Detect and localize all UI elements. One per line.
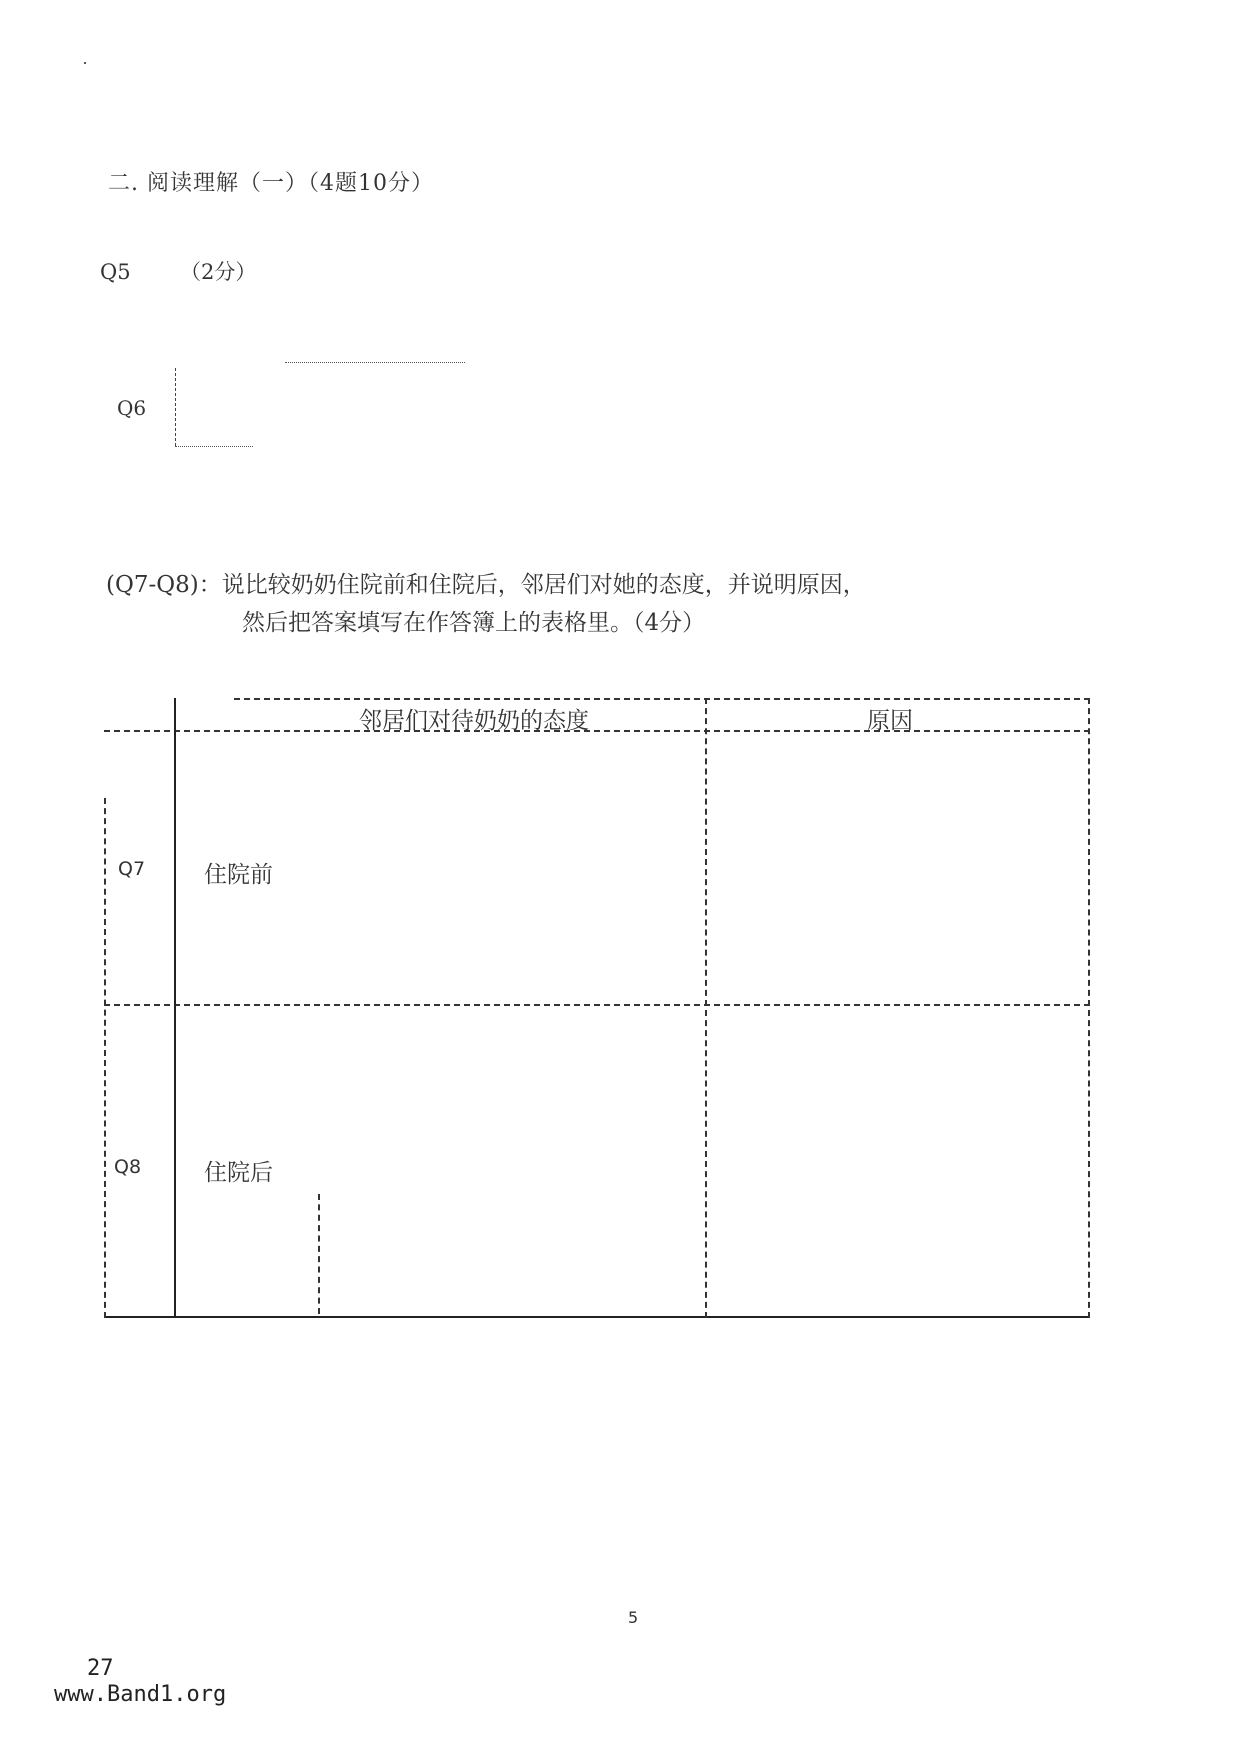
question-6-label: Q6 bbox=[117, 396, 147, 420]
header-reason: 原因 bbox=[867, 708, 913, 734]
table-row-divider bbox=[104, 1004, 1090, 1006]
instruction-q7-q8 bbox=[106, 566, 866, 642]
table-middle-column-border bbox=[705, 698, 707, 1318]
question-5-points: （2分） bbox=[180, 260, 257, 284]
table-right-border bbox=[1088, 698, 1090, 1318]
instruction-line-2: 然后把答案填写在作答簿上的表格里。（4分） bbox=[242, 610, 706, 636]
stray-mark bbox=[84, 62, 86, 64]
answer-table bbox=[104, 698, 1090, 1318]
question-6-answer-box bbox=[175, 368, 476, 446]
table-stray-dots bbox=[318, 1194, 320, 1314]
footer-number: 27 bbox=[87, 1656, 114, 1681]
table-bottom-border bbox=[104, 1316, 1090, 1318]
footer-site-link[interactable]: www.Band1.org bbox=[54, 1682, 227, 1707]
row-phase-q8: 住院后 bbox=[204, 1160, 273, 1186]
row-label-q8: Q8 bbox=[114, 1156, 142, 1178]
page-number: 5 bbox=[628, 1608, 639, 1627]
question-6-box-bottom-edge bbox=[175, 446, 253, 447]
question-5-label: Q5 bbox=[100, 260, 131, 284]
header-attitude: 邻居们对待奶奶的态度 bbox=[359, 708, 589, 734]
row-label-q7: Q7 bbox=[118, 858, 146, 880]
row-phase-q7: 住院前 bbox=[204, 862, 273, 888]
question-6-box-top-edge bbox=[285, 362, 465, 363]
table-top-border bbox=[234, 698, 1090, 700]
table-header-divider bbox=[104, 730, 1090, 732]
table-label-column-border bbox=[174, 698, 176, 1318]
table-left-border bbox=[104, 798, 106, 1318]
question-5 bbox=[100, 256, 256, 286]
section-heading: 二. 阅读理解（一）（4题10分） bbox=[108, 171, 434, 196]
instruction-line-1: (Q7-Q8)：说比较奶奶住院前和住院后，邻居们对她的态度，并说明原因， bbox=[106, 572, 866, 598]
